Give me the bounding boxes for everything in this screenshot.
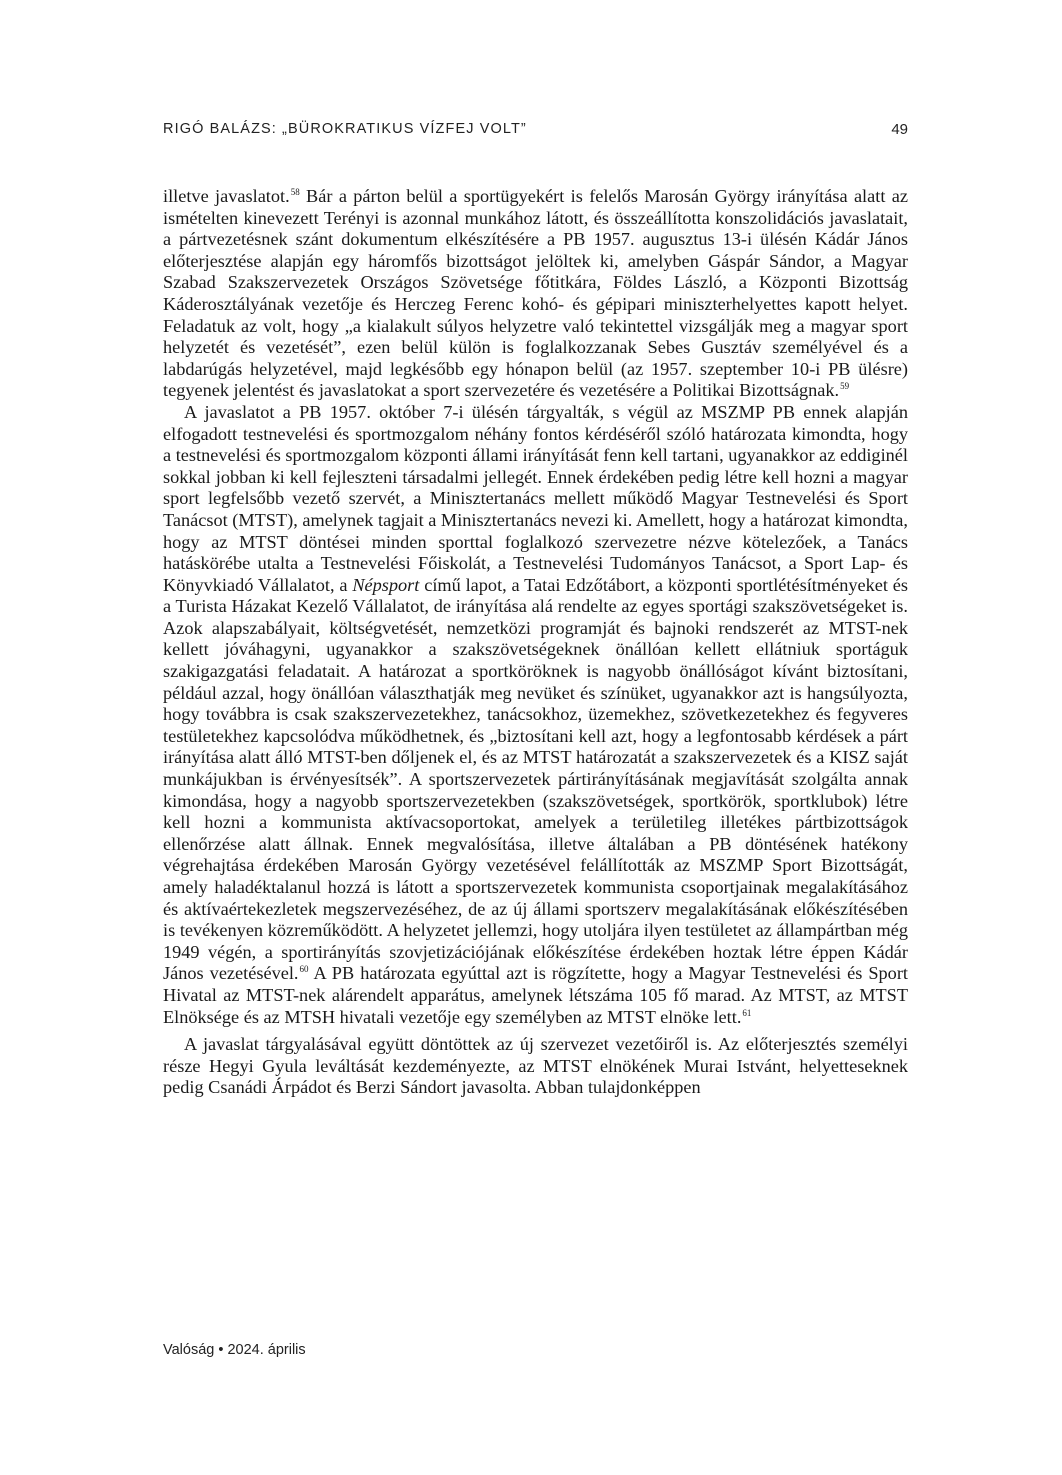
footnote-ref-58[interactable]: 58 bbox=[290, 187, 300, 197]
paragraph-2-text-a: A javaslatot a PB 1957. október 7-i ülésén tárgyalták, s végül az MSZMP PB ennek alapján elfogadott testnevelési és sportmozgalom néhány fontos kérdéséről szóló határozata kimondta, hogy a testnevelési és sportmozgalom központi állami irányítását fenn kell tartani, ugyanakkor az eddiginél sokkal jobban ki kell fejleszteni társadalmi jellegét. Ennek érdekében pedig létre kell hozni a magyar sport legfelsőbb vezető szervét, a Minisztertanács mellett működő Magyar Testnevelési és Sport Tanácsot (MTST), amelynek tagjait a Minisztertanács nevezi ki. Amellett, hogy a határozat kimondta, hogy az MTST döntései minden sporttal foglalkozó szervezetre nézve kötelezőek, a Tanács hatáskörébe utalta a Testnevelési Főiskolát, a Testnevelési Tudományos Tanácsot, a Sport Lap- és Könyvkiadó Vállalatot, a bbox=[163, 401, 908, 595]
footnote-ref-60[interactable]: 60 bbox=[299, 964, 309, 975]
paragraph-2 bbox=[163, 402, 908, 1028]
page-number: 49 bbox=[891, 121, 908, 138]
paragraph-3-text: A javaslat tárgyalásával együtt döntöttek az új szervezet vezetőiről is. Az előterjesztés személyi része Hegyi Gyula leváltását kezdeményezte, az MTST elnökének Murai Istvánt, helyetteseknek pedig Csanádi Árpádot és Berzi Sándort javasolta. Abban tulajdonképpen bbox=[163, 1034, 908, 1098]
running-head-title: RIGÓ BALÁZS: „BÜROKRATIKUS VÍZFEJ VOLT” bbox=[163, 121, 527, 137]
footnote-ref-59[interactable]: 59 bbox=[840, 381, 850, 392]
paragraph-1 bbox=[163, 186, 908, 402]
paragraph-2-text-c: A PB határozata egyúttal azt is rögzítette, hogy a Magyar Testnevelési és Sport Hivatal az MTST-nek alárendelt apparátus, amelynek létszáma 105 fő marad. Az MTST, az MTST Elnöksége és az MTSH hivatali vezetője egy személyben az MTST elnöke lett. bbox=[163, 963, 908, 1027]
footnote-ref-61[interactable]: 61 bbox=[742, 1007, 752, 1018]
journal-footer: Valóság • 2024. április bbox=[163, 1342, 306, 1358]
paragraph-3 bbox=[163, 1034, 908, 1099]
paragraph-2-text-b: című lapot, a Tatai Edzőtábort, a központi sportlétésítményeket és a Turista Házakat Kezelő Vállalatot, de irányítása alá rendelte az egyes sportági szakszövetségeket is. Azok alapszabályait, költségvetését, nemzetközi programját és bajnoki rendszerét az MTST-nek kellett jóváhagyni, ugyanakkor a szakszövetségeknek önállóan kellett ellátniuk sportáguk szakigazgatási feladatait. A határozat a sportköröknek is nagyobb önállóságot kívánt biztosítani, például azzal, hogy önállóan választhatják meg nevüket és színüket, ugyanakkor azt is hangsúlyozta, hogy továbbra is csak szakszervezetekhez, tanácsokhoz, üzemekhez, szövetkezetekhez és fegyveres testületekhez kapcsolódva működhetnek, és „biztosítani kell azt, hogy a legfontosabb kérdések a párt irányítása alatt álló MTST-ben dőljenek el, és az MTST határozatát a szakszervezetek és a KISZ saját munkájukban is érvényesítsék”. A sportszervezetek pártirányításának megjavítását szolgálta annak kimondása, hogy a nagyobb sportszervezetekben (szakszövetségek, sportkörök, sportklubok) létre kell hozni a kommunista aktívacsoportokat, amelyek a területileg illetékes pártbizottságok ellenőrzése alatt állnak. Ennek megvalósítása, illetve általában a PB döntésének hatékony végrehajtása érdekében Marosán György vezetésével felállították az MSZMP Sport Bizottságát, amely haladéktalanul hozzá is látott a sportszervezetek kommunista csoportjainak megalakításához és aktívaértekezletek megszervezéséhez, de az új állami sportszerv megalakításának előkészítésében is tevékenyen közreműködött. A helyzetet jellemzi, hogy utoljára ilyen testületet az állampártban még 1949 végén, a sportirányítás szovjetizációjának előkészítése érdekében hoztak létre éppen Kádár János vezetésével. bbox=[163, 574, 909, 984]
newspaper-title-nepsport: Népsport bbox=[352, 574, 420, 595]
paragraph-1-text-b: Bár a párton belül a sportügyekért is felelős Marosán György irányítása alatt az ismételten kinevezett Terényi is azonnal munkához látott, és összeállította konszolidációs javaslatait, a pártvezetésnek szánt dokumentum elkészítésére a PB 1957. augusztus 13-i ülésén Kádár János előterjesztése alapján egy háromfős bizottságot jelöltek ki, amelyben Gáspár Sándor, a Magyar Szabad Szakszervezetek Országos Szövetsége főtitkára, Földes László, a Központi Bizottság Káderosztályának vezetője és Herczeg Ferenc kohó- és gépipari miniszterhelyettes kapott helyet. Feladatuk az volt, hogy „a kialakult súlyos helyzetre való tekintettel vizsgálják meg a magyar sport helyzetét és vezetését”, ezen belül külön is foglalkozzanak Sebes Gusztáv személyével és a labdarúgás helyzetével, majd legkésőbb egy hónapon belül (az 1957. szeptember 10-i PB ülésre) tegyenek jelentést és javaslatokat a sport szervezetére és vezetésére a Politikai Bizottságnak. bbox=[163, 186, 908, 401]
article-body bbox=[163, 186, 908, 1099]
paragraph-1-text-a: illetve javaslatot. bbox=[163, 186, 290, 206]
